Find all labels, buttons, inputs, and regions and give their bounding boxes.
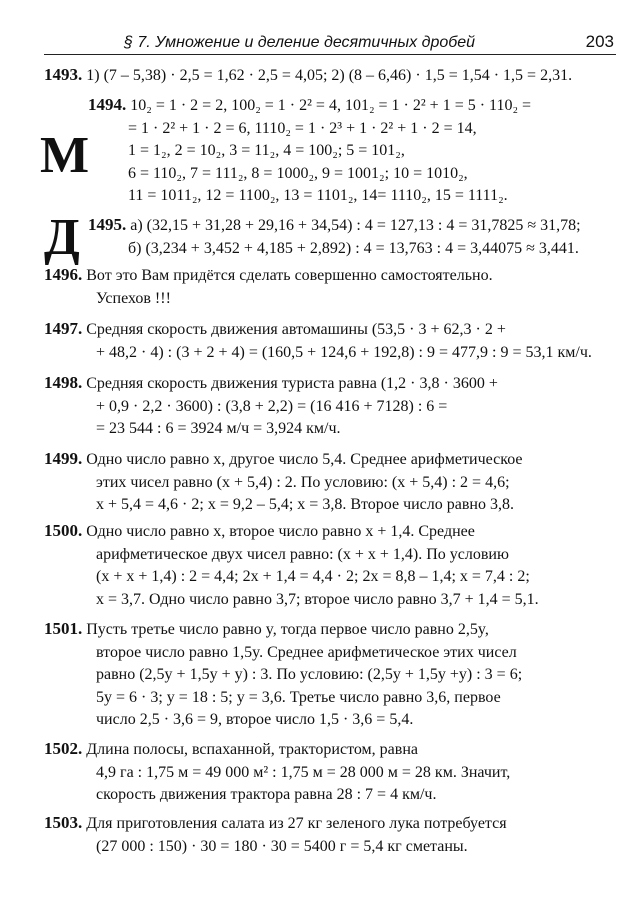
- problem-text: 6 = 110₂, 7 = 111₂, 8 = 1000₂, 9 = 1001₂; 10 = 1010₂,: [128, 164, 468, 182]
- problem-number: 1500.: [44, 521, 83, 540]
- problem-1494: [88, 94, 531, 208]
- problem-text: 1 = 1₂, 2 = 10₂, 3 = 11₂, 4 = 100₂; 5 = 101₂,: [128, 142, 405, 159]
- problem-text: второе число равно 1,5y. Среднее арифметическое этих чисел: [96, 643, 517, 661]
- problem-text: 4,9 га : 1,75 м = 49 000 м² : 1,75 м = 28 000 м = 28 км. Значит,: [96, 763, 511, 781]
- problem-text: Средняя скорость движения автомашины (53,5 · 3 + 62,3 · 2 +: [86, 321, 506, 338]
- problem-1495: [88, 214, 581, 260]
- problem-number: 1502.: [44, 739, 83, 758]
- problem-number: 1496.: [44, 265, 83, 284]
- problem-1499: [44, 448, 522, 517]
- problem-1493: [44, 64, 572, 88]
- problem-text: = 1 · 2² + 1 · 2 = 6, 1110₂ = 1 · 2³ + 1 · 2² + 1 · 2 = 14,: [128, 119, 477, 137]
- section-title: § 7. Умножение и деление десятичных дробей: [124, 34, 476, 51]
- problem-1496: [44, 264, 493, 310]
- problem-number: 1494.: [88, 95, 127, 114]
- problem-text: Для приготовления салата из 27 кг зеленого лука потребуется: [86, 815, 507, 832]
- problem-text: x = 3,7. Одно число равно 3,7; второе число равно 3,7 + 1,4 = 5,1.: [96, 590, 539, 608]
- problem-text: число 2,5 · 3,6 = 9, второе число 1,5 · 3,6 = 5,4.: [96, 711, 414, 728]
- problem-text: = 23 544 : 6 = 3924 м/ч = 3,924 км/ч.: [96, 420, 341, 437]
- problem-number: 1501.: [44, 619, 83, 638]
- problem-1497: [44, 318, 592, 364]
- problem-text: этих чисел равно (x + 5,4) : 2. По условию: (x + 5,4) : 2 = 4,6;: [96, 473, 510, 491]
- problem-text: + 48,2 · 4) : (3 + 2 + 4) = (160,5 + 124,6 + 192,8) : 9 = 477,9 : 9 = 53,1 км/ч.: [96, 343, 592, 361]
- problem-text: Успехов !!!: [96, 289, 171, 307]
- problem-text: 1) (7 – 5,38) · 2,5 = 1,62 · 2,5 = 4,05; 2) (8 – 6,46) · 1,5 = 1,54 · 1,5 = 2,31.: [86, 67, 573, 84]
- problem-text: 11 = 1011₂, 12 = 1100₂, 13 = 1101₂, 14= 1110₂, 15 = 1111₂.: [128, 187, 508, 204]
- problem-1501: [44, 618, 522, 732]
- problem-text: 10₂ = 1 · 2 = 2, 100₂ = 1 · 2² = 4, 101₂ = 1 · 2² + 1 = 5 · 110₂ =: [130, 97, 532, 114]
- problem-text: скорость движения трактора равна 28 : 7 = 4 км/ч.: [96, 786, 437, 803]
- problem-text: Пусть третье число равно y, тогда первое число равно 2,5y,: [86, 621, 489, 638]
- problem-text: (27 000 : 150) · 30 = 180 · 30 = 5400 г = 5,4 кг сметаны.: [96, 837, 468, 855]
- problem-text: x + 5,4 = 4,6 · 2; x = 9,2 – 5,4; x = 3,8. Второе число равно 3,8.: [96, 496, 514, 513]
- problem-text: б) (3,234 + 3,452 + 4,185 + 2,892) : 4 = 13,763 : 4 = 3,44075 ≈ 3,441.: [128, 239, 579, 257]
- problem-number: 1493.: [44, 65, 83, 84]
- problem-1498: [44, 372, 498, 441]
- problem-text: 5y = 6 · 3; y = 18 : 5; y = 3,6. Третье число равно 3,6, первое: [96, 688, 501, 706]
- sidebar-letter-m: М: [40, 127, 90, 184]
- problem-text: Средняя скорость движения туриста равна (1,2 · 3,8 · 3600 +: [86, 375, 498, 392]
- problem-text: (x + x + 1,4) : 2 = 4,4; 2x + 1,4 = 4,4 · 2; 2x = 8,8 – 1,4; x = 7,4 : 2;: [96, 568, 530, 585]
- page-header: [44, 26, 616, 55]
- problem-text: Одно число равно x, другое число 5,4. Среднее арифметическое: [86, 451, 523, 468]
- problem-number: 1495.: [88, 215, 127, 234]
- problem-text: Вот это Вам придётся сделать совершенно самостоятельно.: [86, 267, 493, 284]
- problem-text: + 0,9 · 2,2 · 3600) : (3,8 + 2,2) = (16 416 + 7128) : 6 =: [96, 397, 448, 415]
- problem-number: 1498.: [44, 373, 83, 392]
- problem-text: а) (32,15 + 31,28 + 29,16 + 34,54) : 4 = 127,13 : 4 = 31,7825 ≈ 31,78;: [130, 217, 581, 234]
- sidebar-letter-d: Д: [44, 209, 80, 266]
- problem-1502: [44, 738, 510, 807]
- problem-text: Одно число равно x, второе число равно x + 1,4. Среднее: [86, 523, 475, 540]
- problem-number: 1503.: [44, 813, 83, 832]
- problem-1500: [44, 520, 539, 611]
- problem-text: арифметическое двух чисел равно: (x + x + 1,4). По условию: [96, 545, 509, 563]
- problem-number: 1497.: [44, 319, 83, 338]
- page-number: 203: [585, 32, 614, 51]
- problem-text: равно (2,5y + 1,5y + y) : 3. По условию: (2,5y + 1,5y +y) : 3 = 6;: [96, 666, 523, 683]
- problem-number: 1499.: [44, 449, 83, 468]
- problem-text: Длина полосы, вспаханной, трактористом, равна: [86, 741, 418, 758]
- problem-1503: [44, 812, 507, 858]
